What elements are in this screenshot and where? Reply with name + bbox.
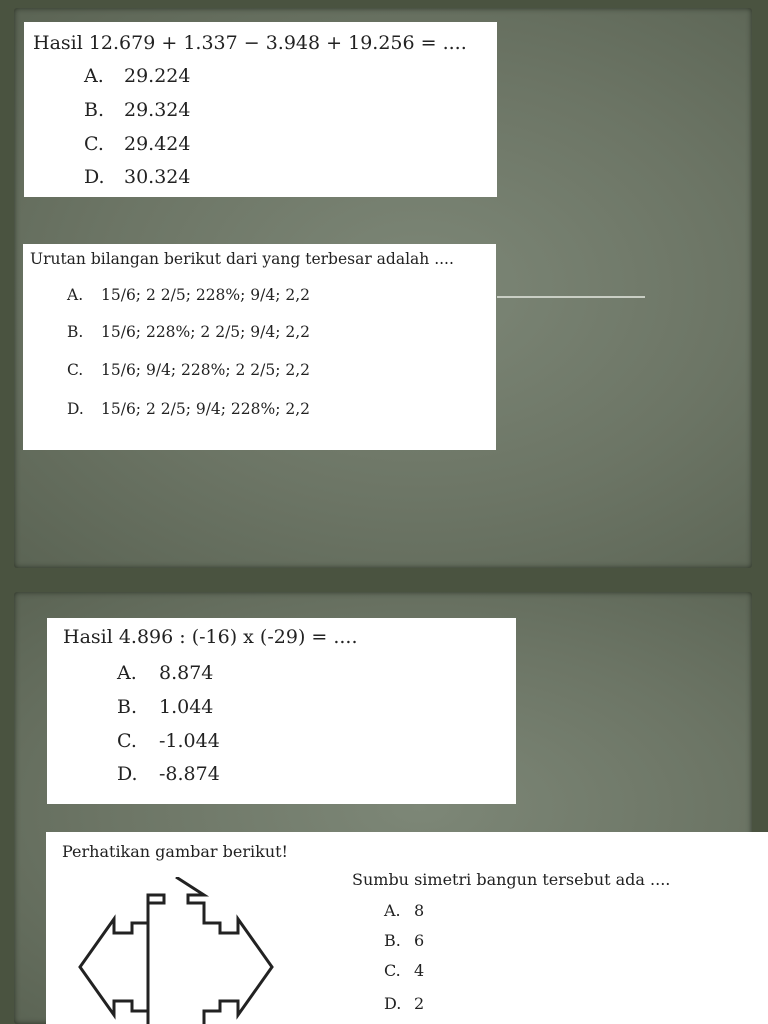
option-value: -8.874 xyxy=(159,763,220,785)
option-value: 1.044 xyxy=(159,696,214,718)
option-value: -1.044 xyxy=(159,730,220,752)
option-value: 8 xyxy=(414,901,425,920)
option-letter: A. xyxy=(84,65,104,87)
option-value: 8.874 xyxy=(159,662,214,684)
option-letter: D. xyxy=(117,763,138,785)
option-1d xyxy=(84,166,190,188)
option-value: 30.324 xyxy=(124,166,191,188)
option-4b xyxy=(384,931,424,950)
option-2c xyxy=(67,361,310,379)
question-card-2 xyxy=(23,244,496,450)
option-letter: C. xyxy=(84,133,104,155)
option-3d xyxy=(117,763,220,785)
question-card-1 xyxy=(24,22,497,197)
option-value: 29.324 xyxy=(124,99,191,121)
option-3b xyxy=(117,696,213,718)
option-value: 15/6; 2 2/5; 9/4; 228%; 2,2 xyxy=(101,400,311,418)
option-letter: B. xyxy=(67,323,84,341)
option-letter: B. xyxy=(84,99,105,121)
option-letter: A. xyxy=(117,662,137,684)
option-value: 15/6; 9/4; 228%; 2 2/5; 2,2 xyxy=(101,361,311,379)
option-letter: D. xyxy=(384,994,402,1013)
option-4a xyxy=(384,901,424,920)
option-4c xyxy=(384,961,424,980)
option-2d xyxy=(67,400,310,418)
option-1b xyxy=(84,99,190,121)
option-letter: B. xyxy=(384,931,401,950)
stepped-cross-figure xyxy=(76,877,276,1024)
option-2a xyxy=(67,286,310,304)
option-letter: D. xyxy=(67,400,84,418)
option-letter: A. xyxy=(384,901,401,920)
option-value: 29.224 xyxy=(124,65,191,87)
question-3-text: Hasil 4.896 : (-16) x (-29) = .... xyxy=(63,626,358,648)
divider-line xyxy=(497,296,645,298)
question-2-text: Urutan bilangan berikut dari yang terbesar adalah .... xyxy=(30,250,454,268)
option-value: 15/6; 228%; 2 2/5; 9/4; 2,2 xyxy=(101,323,311,341)
option-4d xyxy=(384,994,424,1013)
option-letter: A. xyxy=(67,286,84,304)
option-3a xyxy=(117,662,213,684)
option-value: 2 xyxy=(414,994,425,1013)
option-letter: C. xyxy=(67,361,84,379)
question-1-text: Hasil 12.679 + 1.337 − 3.948 + 19.256 = .... xyxy=(33,32,467,54)
option-2b xyxy=(67,323,310,341)
question-card-4 xyxy=(46,832,768,1024)
option-value: 4 xyxy=(414,961,425,980)
option-letter: C. xyxy=(384,961,401,980)
option-value: 6 xyxy=(414,931,425,950)
question-4-text: Sumbu simetri bangun tersebut ada .... xyxy=(352,870,671,889)
option-1a xyxy=(84,65,190,87)
option-letter: C. xyxy=(117,730,137,752)
question-4-instruction: Perhatikan gambar berikut! xyxy=(62,842,288,861)
option-1c xyxy=(84,133,190,155)
option-letter: D. xyxy=(84,166,105,188)
question-card-3 xyxy=(47,618,516,804)
option-value: 29.424 xyxy=(124,133,191,155)
option-letter: B. xyxy=(117,696,138,718)
option-value: 15/6; 2 2/5; 228%; 9/4; 2,2 xyxy=(101,286,311,304)
option-3c xyxy=(117,730,220,752)
